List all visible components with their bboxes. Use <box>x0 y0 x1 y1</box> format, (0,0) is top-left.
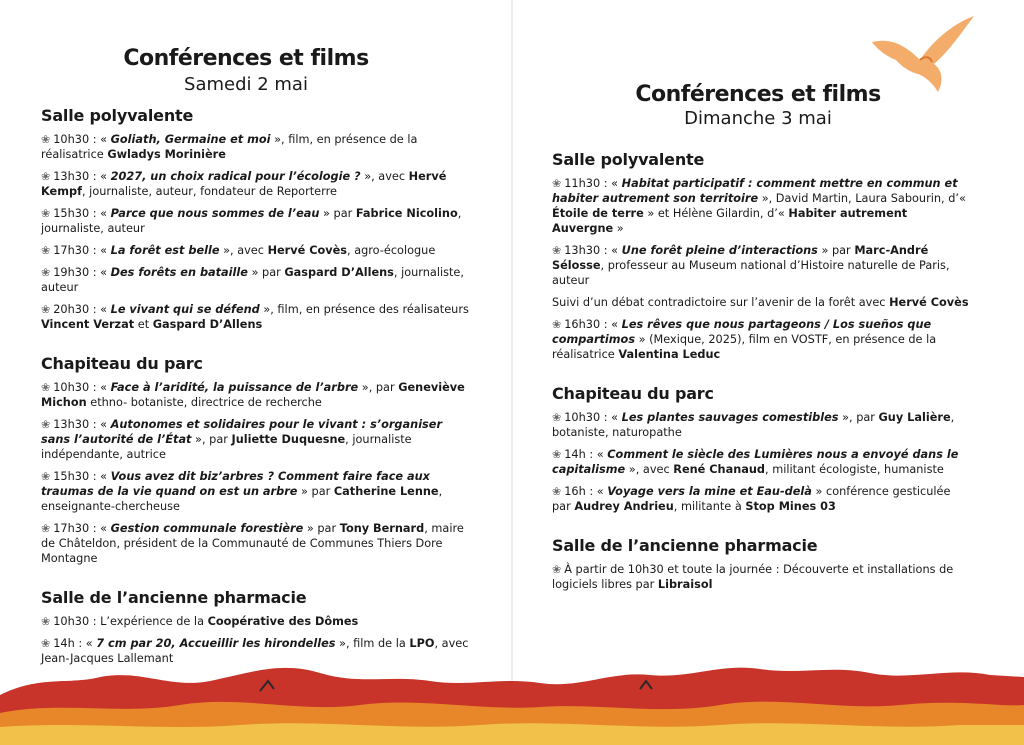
item-speaker: Étoile de terre <box>552 207 644 220</box>
program-section <box>552 536 972 592</box>
sunday-page <box>512 0 1024 745</box>
item-text: » par <box>297 485 334 498</box>
item-text: », avec <box>625 463 674 476</box>
item-speaker: Vincent Verzat <box>41 318 135 331</box>
item-text: , militant écologiste, humaniste <box>765 463 944 476</box>
item-speaker: Catherine Lenne <box>333 485 439 498</box>
item-text: », par <box>358 381 399 394</box>
item-text: , journaliste, auteur <box>41 266 464 294</box>
page-title: Conférences et films <box>635 82 881 107</box>
flower-icon: ❀ <box>41 207 51 220</box>
item-text: « <box>100 170 111 183</box>
item-time: 17h30 : <box>53 522 101 535</box>
flower-icon: ❀ <box>41 381 51 394</box>
program-section <box>552 150 972 362</box>
section-heading: Chapiteau du parc <box>41 354 203 373</box>
item-speaker: Coopérative des Dômes <box>207 615 359 628</box>
item-text: et <box>134 318 153 331</box>
flower-icon: ❀ <box>41 637 51 650</box>
item-title: Vous avez dit biz’arbres ? Comment faire face aux traumas de la vie quand on est un arbre <box>41 470 430 498</box>
page-title: Conférences et films <box>123 46 369 71</box>
program-item <box>41 380 471 410</box>
item-title: Habitat participatif : comment mettre en commun et habiter autrement son territoire <box>552 177 958 205</box>
section-heading: Chapiteau du parc <box>552 384 714 403</box>
item-time: 17h30 : <box>53 244 101 257</box>
item-title: Le vivant qui se défend <box>110 303 260 316</box>
item-text: , botaniste, naturopathe <box>552 411 955 439</box>
item-text: « <box>100 418 111 431</box>
flower-icon: ❀ <box>41 303 51 316</box>
item-title: Les rêves que nous partageons / Los sueños que compartimos <box>552 318 932 346</box>
item-text: » conférence gesticulée par <box>552 485 951 513</box>
program-item <box>552 562 972 592</box>
section-heading: Salle de l’ancienne pharmacie <box>41 588 307 607</box>
program-item <box>41 614 471 629</box>
program-item <box>552 447 972 477</box>
item-time: 20h30 : <box>53 303 101 316</box>
item-title: Comment le siècle des Lumières nous a envoyé dans le capitalisme <box>552 448 959 476</box>
item-time: 14h : <box>564 448 597 461</box>
item-speaker: Stop Mines 03 <box>745 500 836 513</box>
item-title: La forêt est belle <box>110 244 220 257</box>
item-text: « <box>611 318 622 331</box>
item-time: 13h30 : <box>53 170 101 183</box>
item-time: 10h30 : <box>53 133 101 146</box>
bird-illustration <box>862 12 980 102</box>
flower-icon: ❀ <box>552 563 562 576</box>
flower-icon: ❀ <box>41 615 51 628</box>
item-text: » par <box>303 522 340 535</box>
item-speaker: Hervé Kempf <box>41 170 447 198</box>
item-text: « <box>100 244 111 257</box>
item-text: » par <box>319 207 356 220</box>
item-speaker: Libraisol <box>657 578 713 591</box>
program-item <box>552 295 972 310</box>
item-speaker: Geneviève Michon <box>41 381 465 409</box>
flower-icon: ❀ <box>552 485 562 498</box>
item-title: Parce que nous sommes de l’eau <box>110 207 320 220</box>
program-section <box>41 354 471 566</box>
program-item <box>41 302 471 332</box>
flower-icon: ❀ <box>41 522 51 535</box>
flower-icon: ❀ <box>41 418 51 431</box>
program-item <box>552 317 972 362</box>
program-item <box>41 169 471 199</box>
item-speaker: Juliette Duquesne <box>231 433 346 446</box>
item-title: 2027, un choix radical pour l’écologie ? <box>110 170 361 183</box>
item-text: « <box>611 411 622 424</box>
item-text: », par <box>191 433 232 446</box>
item-text: , militante à <box>673 500 746 513</box>
item-text: » et Hélène Gilardin, d’« <box>643 207 789 220</box>
item-text: » par <box>247 266 285 279</box>
item-title: Une forêt pleine d’interactions <box>621 244 818 257</box>
flower-icon: ❀ <box>552 448 562 461</box>
flower-icon: ❀ <box>41 244 51 257</box>
item-text: « <box>100 266 111 279</box>
item-text: « <box>100 470 111 483</box>
item-time: 10h30 : <box>564 411 612 424</box>
page-date: Samedi 2 mai <box>184 74 308 95</box>
item-speaker: LPO <box>409 637 435 650</box>
item-speaker: Gaspard D’Allens <box>284 266 394 279</box>
program-item <box>41 265 471 295</box>
item-text: « <box>100 303 111 316</box>
flower-icon: ❀ <box>41 133 51 146</box>
section-heading: Salle polyvalente <box>552 150 705 169</box>
item-text: ethno- botaniste, directrice de recherche <box>86 396 322 409</box>
item-text: , maire de Châteldon, président de la Communauté de Communes Thiers Dore Montagne <box>41 522 464 565</box>
item-time: 16h30 : <box>564 318 612 331</box>
item-time: 16h : <box>564 485 597 498</box>
item-title: Gestion communale forestière <box>110 522 304 535</box>
item-speaker: Fabrice Nicolino <box>355 207 458 220</box>
program-item <box>41 521 471 566</box>
landscape-illustration <box>0 655 1024 745</box>
item-text: « <box>100 207 111 220</box>
program-item <box>41 132 471 162</box>
item-text: « <box>100 133 111 146</box>
item-text: , enseignante-chercheuse <box>41 485 443 513</box>
item-text: À partir de 10h30 et toute la journée : Découverte et installations de logiciels libres par <box>552 563 954 591</box>
item-time: 13h30 : <box>53 418 101 431</box>
item-text: « <box>611 177 622 190</box>
program-item <box>552 243 972 288</box>
item-text: », film de la <box>335 637 410 650</box>
item-time: 19h30 : <box>53 266 101 279</box>
flower-icon: ❀ <box>552 244 562 257</box>
item-speaker: Gaspard D’Allens <box>152 318 263 331</box>
item-speaker: Guy Lalière <box>878 411 951 424</box>
item-speaker: Audrey Andrieu <box>574 500 674 513</box>
item-time: 15h30 : <box>53 207 101 220</box>
item-title: Les plantes sauvages comestibles <box>621 411 839 424</box>
item-title: Voyage vers la mine et Eau-delà <box>607 485 812 498</box>
item-time: 14h : <box>53 637 86 650</box>
program-section <box>552 384 972 514</box>
item-text: » (Mexique, 2025), film en VOSTF, en présence de la réalisatrice <box>552 333 937 361</box>
item-title: Des forêts en bataille <box>110 266 248 279</box>
item-speaker: Tony Bernard <box>339 522 425 535</box>
program-section <box>41 106 471 332</box>
section-heading: Salle polyvalente <box>41 106 194 125</box>
item-time: 15h30 : <box>53 470 101 483</box>
item-text: « <box>85 637 97 650</box>
item-text: », film, en présence de la réalisatrice <box>41 133 418 161</box>
item-title: Autonomes et solidaires pour le vivant : s’organiser sans l’autorité de l’État <box>41 418 443 446</box>
item-text: , journaliste, auteur, fondateur de Reporterre <box>82 185 337 198</box>
item-text: , journaliste, auteur <box>41 207 462 235</box>
flower-icon: ❀ <box>41 470 51 483</box>
item-speaker: René Chanaud <box>673 463 766 476</box>
program-list <box>552 150 972 614</box>
program-item <box>41 469 471 514</box>
item-text: Suivi d’un débat contradictoire sur l’avenir de la forêt avec <box>552 296 890 309</box>
item-text: « <box>100 522 111 535</box>
program-item <box>41 243 471 258</box>
program-list <box>41 106 471 688</box>
section-heading: Salle de l’ancienne pharmacie <box>552 536 818 555</box>
program-item <box>41 417 471 462</box>
program-item <box>552 176 972 236</box>
item-text: », avec <box>360 170 409 183</box>
item-text: », film, en présence des réalisateurs <box>259 303 469 316</box>
item-text: « <box>611 244 622 257</box>
item-speaker: Marc-André Sélosse <box>552 244 929 272</box>
flower-icon: ❀ <box>552 177 562 190</box>
item-speaker: Habiter autrement Auvergne <box>552 207 908 235</box>
page-date: Dimanche 3 mai <box>684 108 832 129</box>
flower-icon: ❀ <box>552 411 562 424</box>
item-speaker: Hervé Covès <box>889 296 969 309</box>
item-title: Goliath, Germaine et moi <box>110 133 271 146</box>
item-speaker: Gwladys Morinière <box>107 148 226 161</box>
item-time: 13h30 : <box>564 244 612 257</box>
item-text: , avec Jean-Jacques Lallemant <box>41 637 469 665</box>
item-title: Face à l’aridité, la puissance de l’arbre <box>110 381 359 394</box>
item-text: « <box>100 381 111 394</box>
item-text: », avec <box>219 244 268 257</box>
flower-icon: ❀ <box>41 266 51 279</box>
item-text: , professeur au Museum national d’Histoire naturelle de Paris, auteur <box>552 259 950 287</box>
program-item <box>552 410 972 440</box>
item-title: 7 cm par 20, Accueillir les hirondelles <box>96 637 336 650</box>
item-time: 11h30 : <box>564 177 612 190</box>
item-text: », par <box>838 411 879 424</box>
flower-icon: ❀ <box>552 318 562 331</box>
item-speaker: Hervé Covès <box>267 244 348 257</box>
item-text: », David Martin, Laura Sabourin, d’« <box>758 192 966 205</box>
item-text: « <box>596 448 608 461</box>
program-item <box>41 206 471 236</box>
item-time: 10h30 : <box>53 381 101 394</box>
item-text: » par <box>817 244 855 257</box>
item-text: » <box>613 222 624 235</box>
item-text: , journaliste indépendante, autrice <box>41 433 412 461</box>
item-text: L’expérience de la <box>100 615 208 628</box>
flower-icon: ❀ <box>41 170 51 183</box>
item-text: , agro-écologue <box>347 244 436 257</box>
item-speaker: Valentina Leduc <box>618 348 721 361</box>
item-time: 10h30 : <box>53 615 101 628</box>
item-text: « <box>596 485 608 498</box>
program-item <box>552 484 972 514</box>
